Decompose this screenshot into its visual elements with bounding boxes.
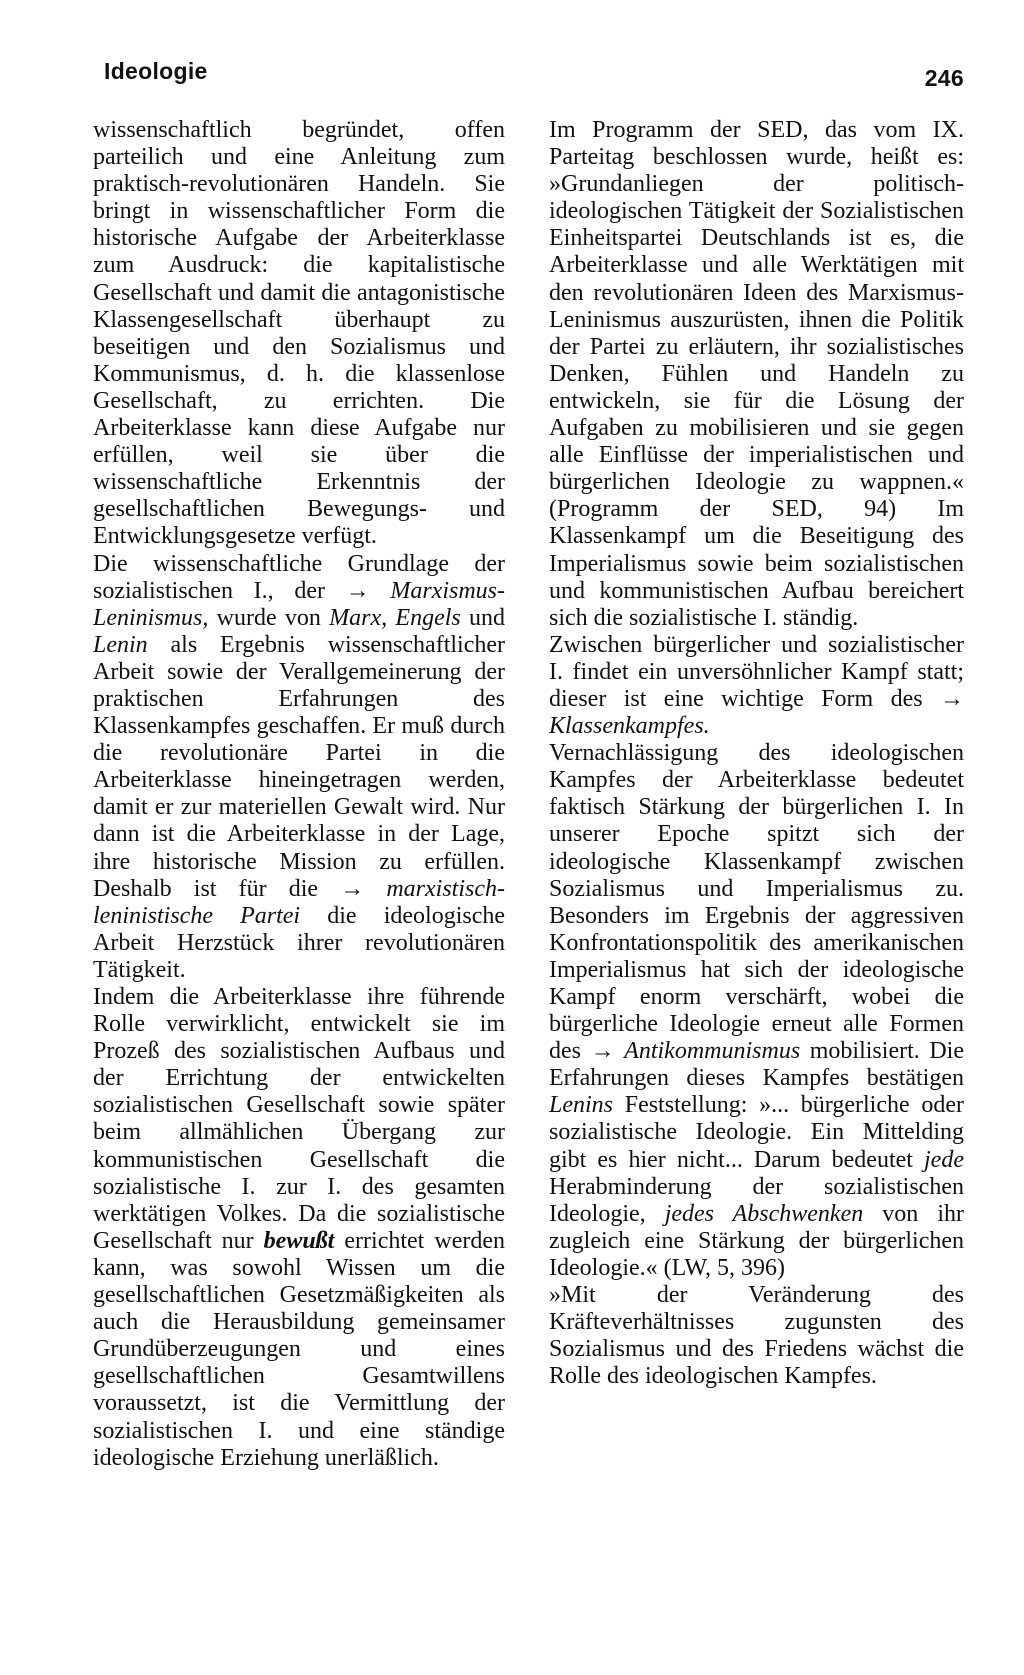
text-run: Zwischen bürgerlicher und sozialistischer I. findet ein unversöhnlicher Kampf statt; dieser ist eine wichtige Form des → bbox=[549, 631, 964, 712]
running-head-title: Ideologie bbox=[104, 58, 208, 84]
paragraph bbox=[93, 551, 505, 985]
cross-reference-partei: marxistisch-leninistische Partei bbox=[93, 875, 505, 929]
emphasis-bewusst: bewußt bbox=[263, 1227, 335, 1254]
page-number: 246 bbox=[924, 65, 964, 91]
text-run: als Ergebnis wissenschaftlicher Arbeit sowie der Verallgemeinerung der praktischen Erfahrungen des Klassenkampfes geschaffen. Er muß durch die revolutionäre Partei in die Arbeiterklasse hineingetragen werden, damit er zur materiellen Gewalt wird. Nur dann ist die Arbeiterklasse in der Lage, ihre historische Mission zu erfüllen. Deshalb ist für die → bbox=[93, 631, 505, 902]
paragraph: Im Programm der SED, das vom IX. Parteitag beschlossen wurde, heißt es: »Grundanliegen der politisch-ideologischen Tätigkeit der Sozialistischen Einheitspartei Deutschlands ist es, die Arbeiterklasse und alle Werktätigen mit den revolutionären Ideen des Marxismus-Leninismus auszurüsten, ihnen die Politik der Partei zu erläutern, ihr sozialistisches Denken, Fühlen und Handeln zu entwickeln, sie für die Lösung der Aufgaben zu mobilisieren und sie gegen alle Einflüsse der imperialistischen und bürgerlichen Ideologie zu wappnen.« (Programm der SED, 94) Im Klassenkampf um die Beseitigung des Imperialismus sowie beim sozialistischen und kommunistischen Aufbau bereichert sich die sozialistische I. ständig. bbox=[549, 117, 964, 631]
paragraph: wissenschaftlich begründet, offen parteilich und eine Anleitung zum praktisch-revolutionären Handeln. Sie bringt in wissenschaftlicher Form die historische Aufgabe der Arbeiterklasse zum Ausdruck: die kapitalistische Gesellschaft und damit die antagonistische Klassengesellschaft überhaupt zu beseitigen und den Sozialismus und Kommunismus, d. h. die klassenlose Gesellschaft, zu errichten. Die Arbeiterklasse kann diese Aufgabe nur erfüllen, weil sie über die wissenschaftliche Erkenntnis der gesellschaftlichen Bewegungs- und Entwicklungsgesetze verfügt. bbox=[93, 117, 505, 550]
text-run: mobilisiert. Die Erfahrungen dieses Kampfes bestätigen bbox=[549, 1038, 964, 1092]
cross-reference-antikommunismus: Antikommunismus bbox=[624, 1038, 801, 1065]
emphasis-jede: jede bbox=[924, 1146, 964, 1173]
name-lenin: Lenin bbox=[93, 631, 148, 658]
right-column bbox=[549, 117, 964, 1390]
name-marx: Marx, bbox=[329, 604, 388, 631]
text-run: Die wissenschaftliche Grundlage der sozialistischen I., der → bbox=[93, 550, 505, 604]
text-run: wurde von bbox=[208, 604, 330, 631]
text-run: die ideologische Arbeit Herzstück ihrer revolutionären Tätigkeit. bbox=[93, 902, 506, 983]
paragraph bbox=[549, 632, 964, 740]
text-run: und bbox=[460, 604, 506, 631]
name-engels: Engels bbox=[395, 604, 461, 631]
paragraph bbox=[93, 984, 505, 1472]
paragraph: »Mit der Veränderung des Kräfteverhältnisses zugunsten des Sozialismus und des Friedens wächst die Rolle des ideologischen Kampfes. bbox=[549, 1282, 964, 1390]
name-lenins: Lenins bbox=[549, 1092, 614, 1119]
text-run: Indem die Arbeiterklasse ihre führende Rolle verwirklicht, entwickelt sie im Prozeß des sozialistischen Aufbaus und der Errichtung der entwickelten sozialistischen Gesellschaft sowie später beim allmählichen Übergang zur kommunistischen Gesellschaft die sozialistische I. zur I. des gesamten werktätigen Volkes. Da die sozialistische Gesellschaft nur bbox=[93, 984, 505, 1254]
text-run: errichtet werden kann, was sowohl Wissen um die gesellschaftlichen Gesetzmäßigkeiten als auch die Herausbildung gemeinsamer Grundüberzeugungen und eines gesellschaftlichen Gesamtwillens voraussetzt, ist die Vermittlung der sozialistischen I. und eine ständige ideologische Erziehung unerläßlich. bbox=[93, 1227, 505, 1471]
left-column bbox=[93, 117, 505, 1472]
paragraph bbox=[549, 740, 964, 1282]
text-run: von ihr zugleich eine Stärkung der bürgerlichen Ideologie.« (LW, 5, 396) bbox=[549, 1200, 964, 1281]
text-run: Herabminderung der sozialistischen Ideologie, bbox=[549, 1173, 964, 1227]
text-run: Feststellung: »... bürgerliche oder sozialistische Ideologie. Ein Mittelding gibt es hier nicht... Darum bedeutet bbox=[549, 1092, 964, 1173]
text-run: Vernachlässigung des ideologischen Kampfes der Arbeiterklasse bedeutet faktisch Stärkung der bürgerlichen I. In unserer Epoche spitzt sich der ideologische Klassenkampf zwischen Sozialismus und Imperialismus zu. Besonders im Ergebnis der aggressiven Konfrontationspolitik des amerikanischen Imperialismus hat sich der ideologische Kampf enorm verschärft, wobei die bürgerliche Ideologie erneut alle Formen des → bbox=[549, 740, 964, 1065]
emphasis-abschwenken: jedes Abschwenken bbox=[664, 1200, 864, 1227]
cross-reference-klassenkampf: Klassenkampfes. bbox=[549, 713, 710, 740]
cross-reference-marxismus-leninismus: Marxismus-Leninismus, bbox=[93, 577, 505, 631]
